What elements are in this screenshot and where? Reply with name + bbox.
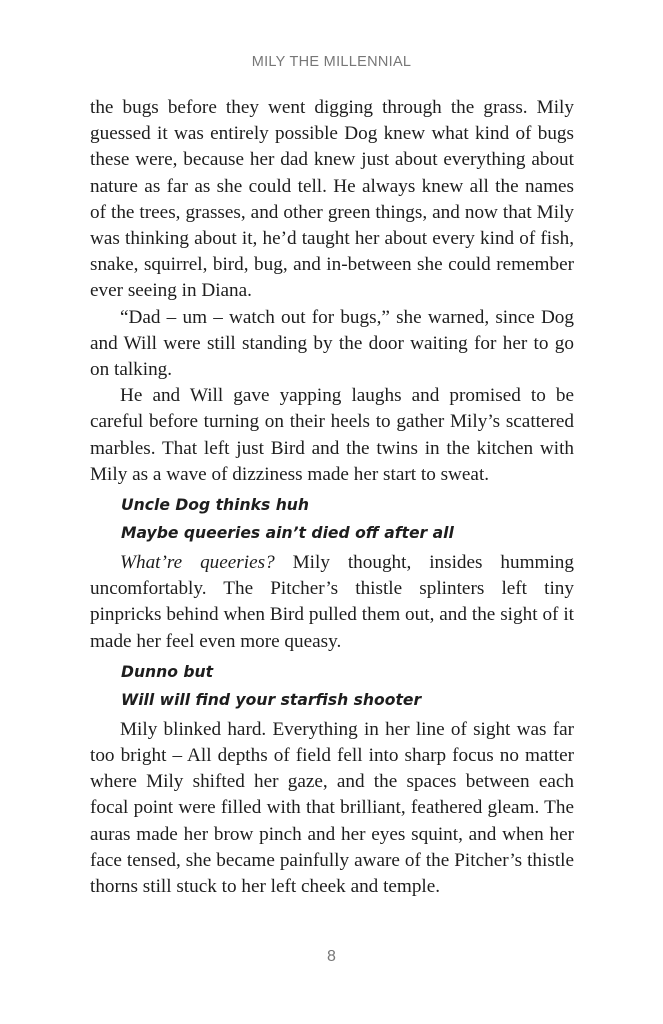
paragraph: “Dad – um – watch out for bugs,” she warned, since Dog and Will were still standing by the door waiting for her to go on talking. xyxy=(90,306,574,381)
page-number: 8 xyxy=(327,948,336,965)
body-text xyxy=(90,95,574,900)
paragraph xyxy=(90,550,574,655)
paragraph: the bugs before they went digging through the grass. Mily guessed it was entirely possible Dog knew what kind of bugs these were, because her dad knew just about everything about nature as far as she could tell. He always knew all the names of the trees, grasses, and other green things, and now that Mily was thinking about it, he’d taught her about every kind of fish, snake, squirrel, bird, bug, and in-between she could remember ever seeing in Diana. xyxy=(90,97,574,302)
paragraph: He and Will gave yapping laughs and promised to be careful before turning on their heels to gather Mily’s scattered marbles. That left just Bird and the twins in the kitchen with Mily as a wave of dizziness made her start to sweat. xyxy=(90,385,574,485)
paragraph-text: Mily thought, insides humming uncomfortably. The Pitcher’s thistle splinters left tiny pinpricks behind when Bird pulled them out, and the sight of it made her feel even more queasy. xyxy=(90,552,574,652)
italic-lead: What’re queeries? xyxy=(120,552,275,574)
running-head: MILY THE MILLENNIAL xyxy=(251,54,412,70)
thought-line: Uncle Dog thinks huh xyxy=(121,496,309,515)
thought-line: Dunno but xyxy=(121,662,214,681)
thought-line: Maybe queeries ain’t died off after all xyxy=(121,524,454,543)
thought-line: Will will find your starfish shooter xyxy=(121,690,422,709)
paragraph: Mily blinked hard. Everything in her line of sight was far too bright – All depths of field fell into sharp focus no matter where Mily shifted her gaze, and the spaces between each focal point were filled with that brilliant, feathered gleam. The auras made her brow pinch and her eyes squint, and when her face tensed, she became painfully aware of the Pitcher’s thistle thorns still stuck to her left cheek and temple. xyxy=(90,718,574,898)
